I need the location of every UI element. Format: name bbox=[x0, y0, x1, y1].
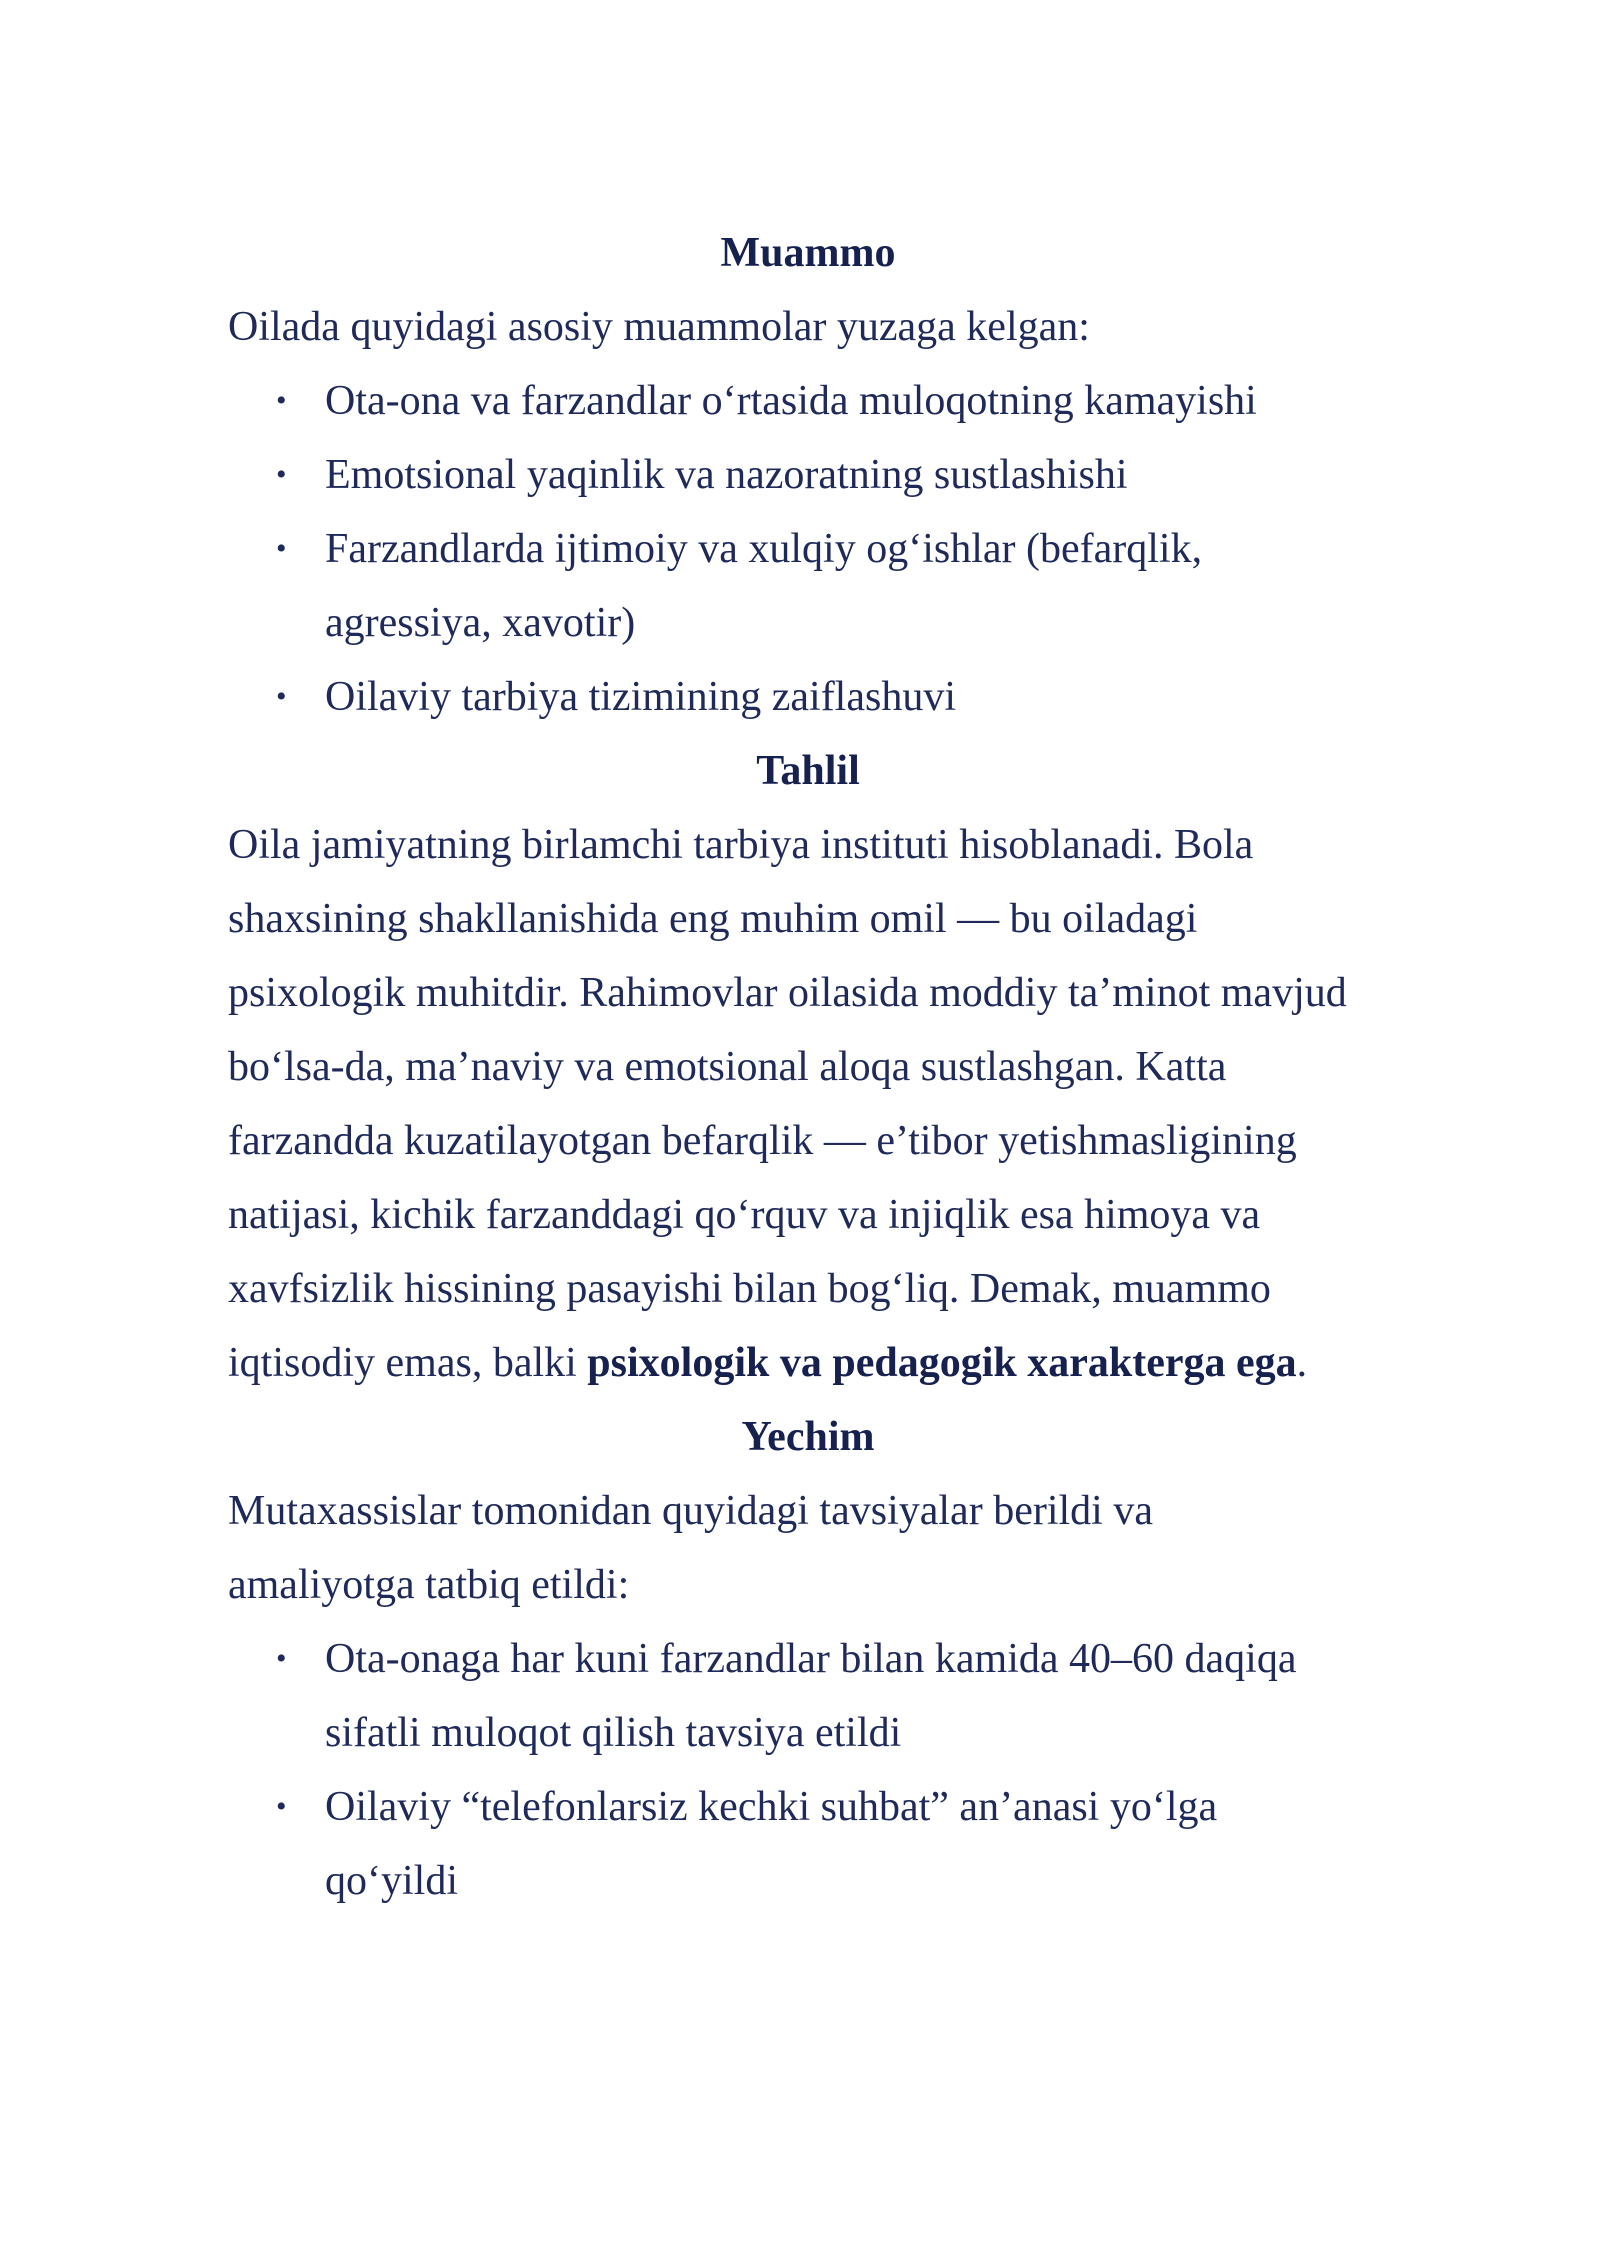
tahlil-text: Oila jamiyatning birlamchi tarbiya instituti hisoblanadi. Bola shaxsining shakllanishida eng muhim omil — bu oiladagi psixologik muhitdir. Rahimovlar oilasida moddiy ta’minot mavjud bo‘lsa-da, ma’naviy va emotsional aloqa sustlashgan. Katta farzandda kuzatilayotgan befarqlik — e’tibor yetishmasligining natijasi, kichik farzanddagi qo‘rquv va injiqlik esa himoya va xavfsizlik hissining pasayishi bilan bog‘liq. Demak, muammo iqtisodiy emas, balki bbox=[228, 822, 1347, 1386]
bullet-icon: • bbox=[276, 1642, 287, 1675]
list-item-text: Ota-ona va farzandlar o‘rtasida muloqotning kamayishi bbox=[325, 378, 1257, 424]
list-item bbox=[228, 364, 1325, 438]
list-item bbox=[228, 660, 1325, 734]
list-item bbox=[228, 512, 1245, 660]
list-item bbox=[228, 1622, 1365, 1770]
list-item bbox=[228, 438, 1325, 512]
yechim-intro: Mutaxassislar tomonidan quyidagi tavsiyalar berildi va amaliyotga tatbiq etildi: bbox=[228, 1488, 1153, 1608]
bullet-icon: • bbox=[276, 458, 287, 491]
list-item-text: Oilaviy tarbiya tizimining zaiflashuvi bbox=[325, 674, 957, 720]
muammo-list bbox=[228, 364, 1368, 734]
bullet-icon: • bbox=[276, 1790, 287, 1823]
section-title-yechim: Yechim bbox=[741, 1414, 875, 1460]
muammo-intro: Oilada quyidagi asosiy muammolar yuzaga kelgan: bbox=[228, 304, 1090, 350]
list-item-text: Oilaviy “telefonlarsiz kechki suhbat” an’anasi yo‘lga qo‘yildi bbox=[325, 1784, 1218, 1904]
list-item-text: Emotsional yaqinlik va nazoratning sustlashishi bbox=[325, 452, 1128, 498]
tahlil-emphasis: psixologik va pedagogik xarakterga ega bbox=[587, 1340, 1297, 1386]
list-item-text: Ota-onaga har kuni farzandlar bilan kamida 40–60 daqiqa sifatli muloqot qilish tavsiya etildi bbox=[325, 1636, 1297, 1756]
yechim-list bbox=[228, 1622, 1368, 1918]
bullet-icon: • bbox=[276, 532, 287, 565]
tahlil-paragraph bbox=[228, 808, 1363, 1400]
list-item bbox=[228, 1770, 1325, 1918]
tahlil-tail: . bbox=[1296, 1340, 1308, 1386]
list-item-text: Farzandlarda ijtimoiy va xulqiy og‘ishlar (befarqlik, agressiya, xavotir) bbox=[325, 526, 1203, 646]
bullet-icon: • bbox=[276, 384, 287, 417]
section-title-tahlil: Tahlil bbox=[756, 748, 860, 794]
page-content bbox=[228, 216, 1368, 1918]
bullet-icon: • bbox=[276, 680, 287, 713]
section-title-muammo: Muammo bbox=[720, 230, 896, 276]
